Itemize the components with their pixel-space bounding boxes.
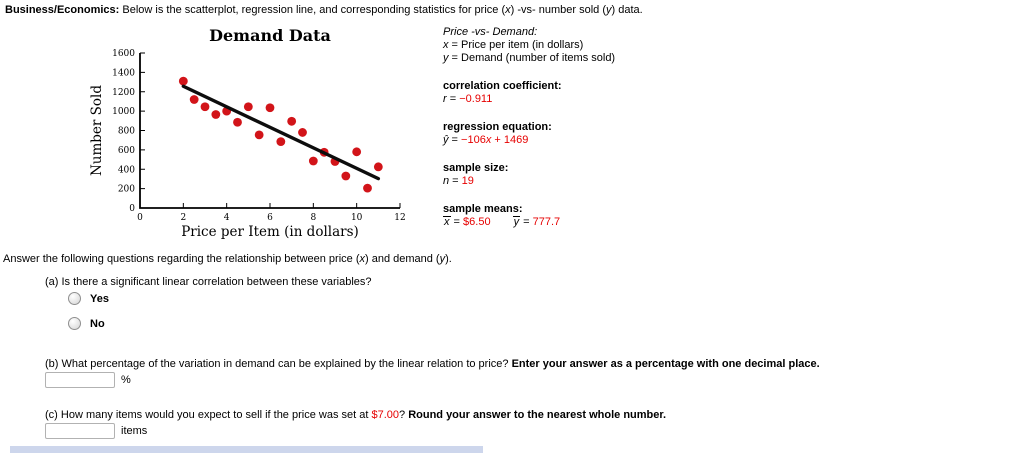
r-var: r	[443, 93, 447, 105]
regression-section	[443, 121, 843, 147]
data-point	[266, 103, 275, 112]
n-value: 19	[461, 175, 474, 187]
answer-b-row	[45, 372, 131, 388]
option-no-row[interactable]	[68, 317, 105, 330]
data-point	[255, 130, 264, 139]
header-text-1: Below is the scatterplot, regression line, and corresponding statistics for price (	[119, 4, 506, 16]
x-axis-label: Price per Item (in dollars)	[181, 224, 359, 240]
intro-var-x: x	[359, 253, 365, 265]
x-tick-label: 4	[223, 213, 230, 223]
x-bar	[443, 216, 451, 228]
x-definition	[443, 39, 843, 52]
horizontal-scrollbar[interactable]	[10, 446, 483, 453]
answer-b-unit: %	[121, 374, 131, 386]
xbar-value: $6.50	[463, 216, 491, 228]
question-c-instruction: Round your answer to the nearest whole number.	[408, 409, 667, 421]
y-tick-label: 1600	[112, 49, 135, 59]
question-b-instruction: Enter your answer as a percentage with one decimal place.	[511, 358, 820, 370]
header-text-2: ) -vs- number sold (	[510, 4, 606, 16]
reg-slope: −106	[461, 134, 486, 146]
data-point	[244, 102, 253, 111]
intro-text-3: ).	[445, 253, 452, 265]
option-no-label[interactable]: No	[90, 317, 105, 330]
n-var: n	[443, 175, 450, 187]
header-topic-label: Business/Economics:	[5, 4, 120, 16]
data-point	[201, 102, 210, 111]
data-point	[309, 157, 318, 166]
regression-equation-line	[443, 134, 843, 147]
correlation-value-line	[443, 93, 843, 106]
y-tick-label: 1400	[112, 68, 135, 79]
x-tick-label: 0	[137, 213, 143, 223]
y-tick-label: 400	[117, 165, 135, 176]
answer-c-row	[45, 423, 147, 439]
radio-no-button[interactable]	[68, 317, 81, 330]
data-point	[233, 118, 242, 127]
question-c-body-2: ?	[399, 409, 409, 421]
sample-size-line	[443, 175, 843, 188]
xbar-var: x	[444, 216, 450, 228]
question-b-text	[45, 358, 820, 370]
question-c-text	[45, 409, 666, 421]
data-point	[298, 128, 307, 137]
sample-means-line	[443, 216, 843, 229]
x-def-text: = Price per item (in dollars)	[448, 39, 584, 51]
y-def-text: = Demand (number of items sold)	[448, 52, 616, 64]
chart-title: Demand Data	[209, 26, 331, 45]
xbar-equals: =	[450, 216, 464, 228]
y-tick-label: 1200	[112, 87, 135, 98]
answer-c-unit: items	[121, 425, 148, 437]
sample-size-label: sample size:	[443, 162, 509, 174]
reg-x-var: x	[485, 134, 492, 146]
sample-means-label: sample means:	[443, 203, 523, 215]
data-point	[190, 95, 199, 104]
question-a-text: (a) Is there a significant linear correlation between these variables?	[45, 276, 372, 288]
regression-line	[183, 86, 378, 178]
stats-title: Price -vs- Demand:	[443, 26, 538, 38]
ybar-var: y	[513, 216, 520, 228]
correlation-label: correlation coefficient:	[443, 80, 562, 92]
x-var: x	[443, 39, 449, 51]
intro-var-y: y	[439, 253, 446, 265]
x-tick-label: 6	[267, 213, 273, 223]
x-tick-label: 2	[180, 213, 187, 223]
y-tick-label: 0	[129, 204, 135, 214]
answer-c-input[interactable]	[45, 423, 115, 439]
question-b-body: (b) What percentage of the variation in demand can be explained by the linear relation to price?	[45, 358, 512, 370]
r-value: −0.911	[459, 93, 493, 105]
n-equals: =	[449, 175, 462, 187]
ybar-value: 777.7	[532, 216, 561, 228]
radio-yes-button[interactable]	[68, 292, 81, 305]
x-tick-label: 12	[394, 213, 406, 223]
y-tick-label: 600	[117, 145, 135, 156]
ybar-equals: =	[520, 216, 533, 228]
option-yes-label[interactable]: Yes	[90, 292, 109, 305]
intro-text-2: ) and demand (	[365, 253, 440, 265]
data-point	[341, 172, 350, 181]
data-point	[211, 110, 220, 119]
data-point	[287, 117, 296, 126]
y-axis-label: Number Sold	[89, 84, 105, 177]
axes-spines	[140, 53, 400, 208]
correlation-section	[443, 80, 843, 106]
answer-b-input[interactable]	[45, 372, 115, 388]
header-var-y: y	[605, 4, 612, 16]
sample-size-section	[443, 162, 843, 188]
y-tick-label: 800	[117, 126, 135, 137]
data-point	[374, 162, 383, 171]
header-text-3: ) data.	[611, 4, 643, 16]
regression-value	[461, 134, 528, 146]
reg-intercept: + 1469	[491, 134, 529, 146]
y-tick-label: 200	[117, 184, 135, 195]
question-c-price: $7.00	[371, 409, 399, 421]
header-var-x: x	[505, 4, 511, 16]
data-point	[352, 147, 361, 156]
intro-text-1: Answer the following questions regarding the relationship between price (	[3, 253, 360, 265]
y-tick-label: 1000	[112, 107, 135, 118]
data-point	[179, 77, 188, 86]
y-definition	[443, 52, 843, 65]
reg-equals: =	[448, 134, 462, 146]
regression-label: regression equation:	[443, 121, 552, 133]
x-tick-label: 10	[350, 213, 363, 223]
scatterplot-svg	[85, 24, 430, 259]
questions-intro	[3, 253, 452, 265]
statistics-panel	[443, 26, 843, 229]
demand-scatterplot	[85, 24, 430, 259]
y-var: y	[443, 52, 449, 64]
question-c-body-1: (c) How many items would you expect to sell if the price was set at	[45, 409, 372, 421]
data-point	[363, 184, 372, 193]
yhat-var: ŷ	[443, 134, 449, 146]
sample-means-section	[443, 203, 843, 229]
option-yes-row[interactable]	[68, 292, 109, 305]
data-point	[276, 137, 285, 146]
r-equals: =	[446, 93, 460, 105]
x-tick-label: 8	[310, 213, 317, 223]
y-bar	[513, 216, 521, 228]
problem-header	[5, 4, 643, 16]
